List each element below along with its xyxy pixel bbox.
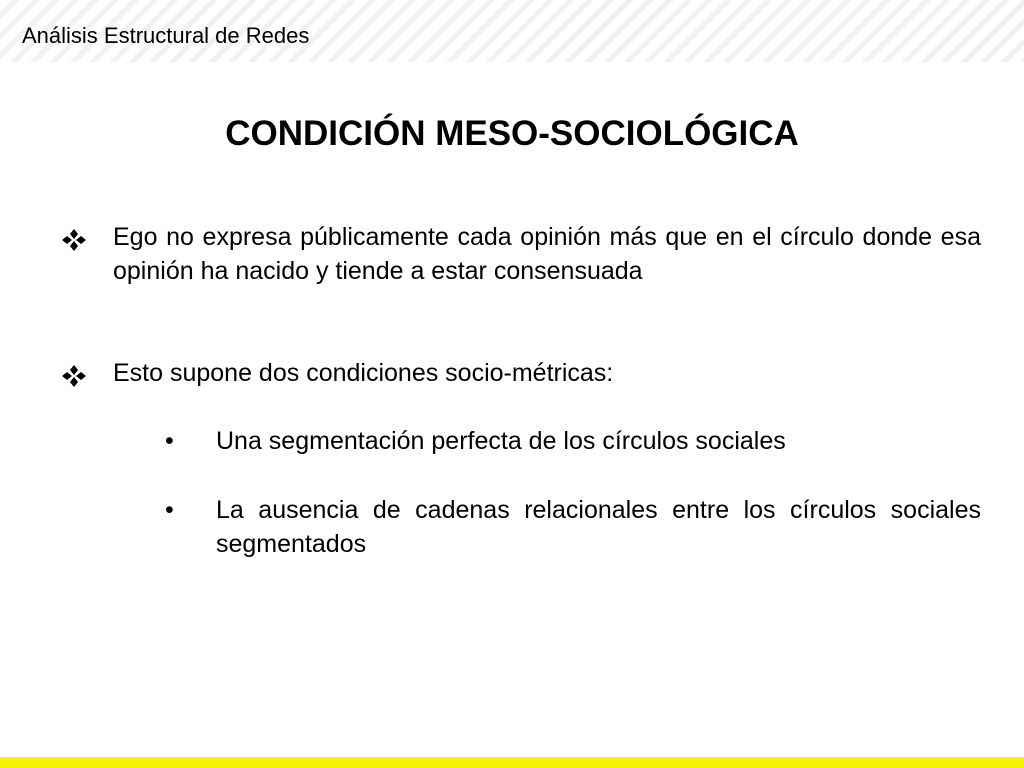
sub-bullet-item xyxy=(165,493,981,561)
slide-title: CONDICIÓN MESO-SOCIOLÓGICA xyxy=(225,114,799,153)
bullet-text: Esto supone dos condiciones socio-métricas: xyxy=(113,359,614,387)
footer-accent-bar xyxy=(0,757,1024,768)
bullet-dot-icon: • xyxy=(165,427,174,455)
sub-bullet-text: Una segmentación perfecta de los círculos sociales xyxy=(216,427,786,455)
bullet-dot-icon: • xyxy=(165,496,174,524)
four-diamond-icon xyxy=(62,226,86,248)
deck-title: Análisis Estructural de Redes xyxy=(22,23,310,48)
four-diamond-icon xyxy=(62,362,86,384)
bullet-item xyxy=(62,220,981,288)
sub-bullet-text: La ausencia de cadenas relacionales entre los círculos sociales segmentados xyxy=(216,496,981,558)
bullet-text: Ego no expresa públicamente cada opinión más que en el círculo donde esa opinión ha nacido y tiende a estar consensuada xyxy=(113,223,981,285)
bullet-item xyxy=(62,356,981,390)
sub-bullet-item xyxy=(165,424,981,458)
